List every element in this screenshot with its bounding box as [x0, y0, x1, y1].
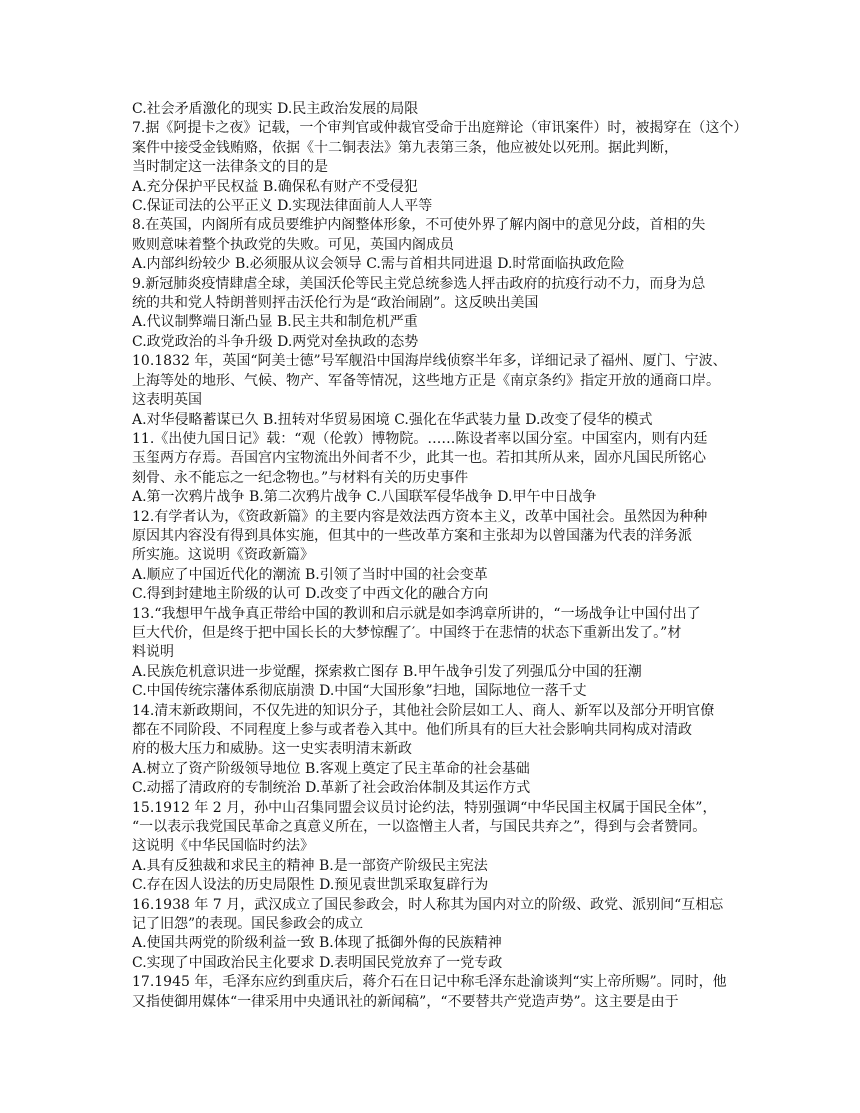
answer-options: C.保证司法的公平正义 D.实现法律面前人人平等 — [132, 198, 433, 215]
answer-options: A.充分保护平民权益 B.确保私有财产不受侵犯 — [132, 178, 418, 195]
question-17-stem: 17.1945 年，毛泽东应约到重庆后，蒋介石在日记中称毛泽东赴渝谈判“实上帝所赐”。同时，他 — [132, 974, 727, 991]
answer-options: A.第一次鸦片战争 B.第二次鸦片战争 C.八国联军侵华战争 D.甲午中日战争 — [132, 489, 597, 506]
text-line: 原因其内容没有得到具体实施，但其中的一些改革方案和主张却为以曾国藩为代表的洋务派 — [132, 527, 692, 544]
text-line: 这表明英国 — [132, 392, 202, 409]
answer-options: A.树立了资产阶级领导地位 B.客观上奠定了民主革命的社会基础 — [132, 760, 530, 777]
answer-options: C.政党政治的斗争升级 D.两党对垒执政的态势 — [132, 333, 419, 350]
answer-options: A.民族危机意识进一步觉醒，探索救亡图存 B.甲午战争引发了列强瓜分中国的狂潮 — [132, 663, 642, 680]
text-line: 这说明《中华民国临时约法》 — [132, 838, 314, 855]
answer-options: A.顺应了中国近代化的潮流 B.引领了当时中国的社会变革 — [132, 566, 488, 583]
text-line: 又指使御用媒体“一律采用中央通讯社的新闻稿”，“不要替共产党造声势”。这主要是由于 — [132, 993, 679, 1010]
question-11-stem: 11.《出使九国日记》载：“观（伦敦）博物院。……陈设者率以国分室。中国室内，则有内廷 — [132, 430, 708, 447]
answer-options: A.内部纠纷较少 B.必须服从议会领导 C.需与首相共同进退 D.时常面临执政危险 — [132, 256, 625, 273]
question-15-stem: 15.1912 年 2 月，孙中山召集同盟会议员讨论约法，特别强调“中华民国主权属于国民全体”， — [132, 799, 717, 816]
text-line: 败则意味着整个执政党的失败。可见，英国内阁成员 — [132, 236, 454, 253]
text-line: 案件中接受金钱贿赂，依据《十二铜表法》第九表第三条，他应被处以死刑。据此判断， — [132, 139, 678, 156]
text-line: 府的极大压力和威胁。这一史实表明清末新政 — [132, 741, 412, 758]
answer-options: C.存在因人设法的历史局限性 D.预见袁世凯采取复辟行为 — [132, 877, 489, 894]
text-line: 统的共和党人特朗普则抨击沃伦行为是“政治闹剧”。这反映出美国 — [132, 295, 539, 312]
question-10-stem: 10.1832 年，英国“阿美士德”号军舰沿中国海岸线侦察半年多，详细记录了福州、厦门、宁波、 — [132, 353, 727, 370]
question-12-stem: 12.有学者认为，《资政新篇》的主要内容是效法西方资本主义，改革中国社会。虽然因为种种 — [132, 508, 708, 525]
answer-options: A.对华侵略蓄谋已久 B.扭转对华贸易困境 C.强化在华武装力量 D.改变了侵华的模式 — [132, 411, 653, 428]
text-line: 都在不同阶段、不同程度上参与或者卷入其中。他们所具有的巨大社会影响共同构成对清政 — [132, 722, 692, 738]
text-line: 所实施。这说明《资政新篇》 — [132, 547, 314, 564]
question-13-stem: 13.“我想甲午战争真正带给中国的教训和启示就是如李鸿章所讲的，“一场战争让中国付出了 — [132, 605, 701, 622]
answer-options: A.使国共两党的阶级利益一致 B.体现了抵御外侮的民族精神 — [132, 935, 502, 952]
exam-page — [132, 100, 748, 1012]
answer-options: C.中国传统宗藩体系彻底崩溃 D.中国“大国形象”扫地，国际地位一落千丈 — [132, 683, 587, 700]
question-7-stem: 7.据《阿提卡之夜》记载，一个审判官或仲裁官受命于出庭辩论（审讯案件）时，被揭穿在（这个） — [132, 120, 748, 137]
question-8-stem: 8.在英国，内阁所有成员要维护内阁整体形象，不可使外界了解内阁中的意见分歧，首相的失 — [132, 217, 706, 234]
text-line: C.社会矛盾激化的现实 D.民主政治发展的局限 — [132, 101, 419, 117]
text-line: 上海等处的地形、气候、物产、军备等情况，这些地方正是《南京条约》指定开放的通商口岸。 — [132, 372, 720, 389]
text-line: 玉玺两方存焉。吾国宫内宝物流出外间者不少，此其一也。若扣其所从来，固亦凡国民所铭心 — [132, 450, 706, 467]
answer-options: A.具有反独裁和求民主的精神 B.是一部资产阶级民主宪法 — [132, 857, 488, 874]
text-line: “一以表示我党国民革命之真意义所在，一以盗憎主人者，与国民共弃之”，得到与会者赞同。 — [132, 819, 707, 836]
text-line: 记了旧怨”的表现。国民参政会的成立 — [132, 916, 364, 933]
answer-options: C.得到封建地主阶级的认可 D.改变了中西文化的融合方向 — [132, 586, 489, 603]
text-line: 当时制定这一法律条文的目的是 — [132, 159, 328, 176]
text-line: 料说明 — [132, 644, 174, 661]
text-line: 刻骨、永不能忘之一纪念物也。”与材料有关的历史事件 — [132, 469, 469, 486]
answer-options: A.代议制弊端日渐凸显 B.民主共和制危机严重 — [132, 314, 418, 331]
question-14-stem: 14.清末新政期间，不仅先进的知识分子，其他社会阶层如工人、商人、新军以及部分开明官僚 — [132, 702, 715, 719]
question-9-stem: 9.新冠肺炎疫情肆虐全球，美国沃伦等民主党总统参选人抨击政府的抗疫行动不力，而身为总 — [132, 275, 706, 292]
answer-options: C.实现了中国政治民主化要求 D.表明国民党放弃了一党专政 — [132, 954, 503, 971]
text-line: 巨大代价，但是终于把中国长长的大梦惊醒了′。中国终于在悲情的状态下重新出发了。”材 — [132, 624, 682, 641]
answer-options: C.动摇了清政府的专制统治 D.革新了社会政治体制及其运作方式 — [132, 780, 531, 797]
question-16-stem: 16.1938 年 7 月，武汉成立了国民参政会，时人称其为国内对立的阶级、政党、派别间“互相忘 — [132, 896, 724, 913]
